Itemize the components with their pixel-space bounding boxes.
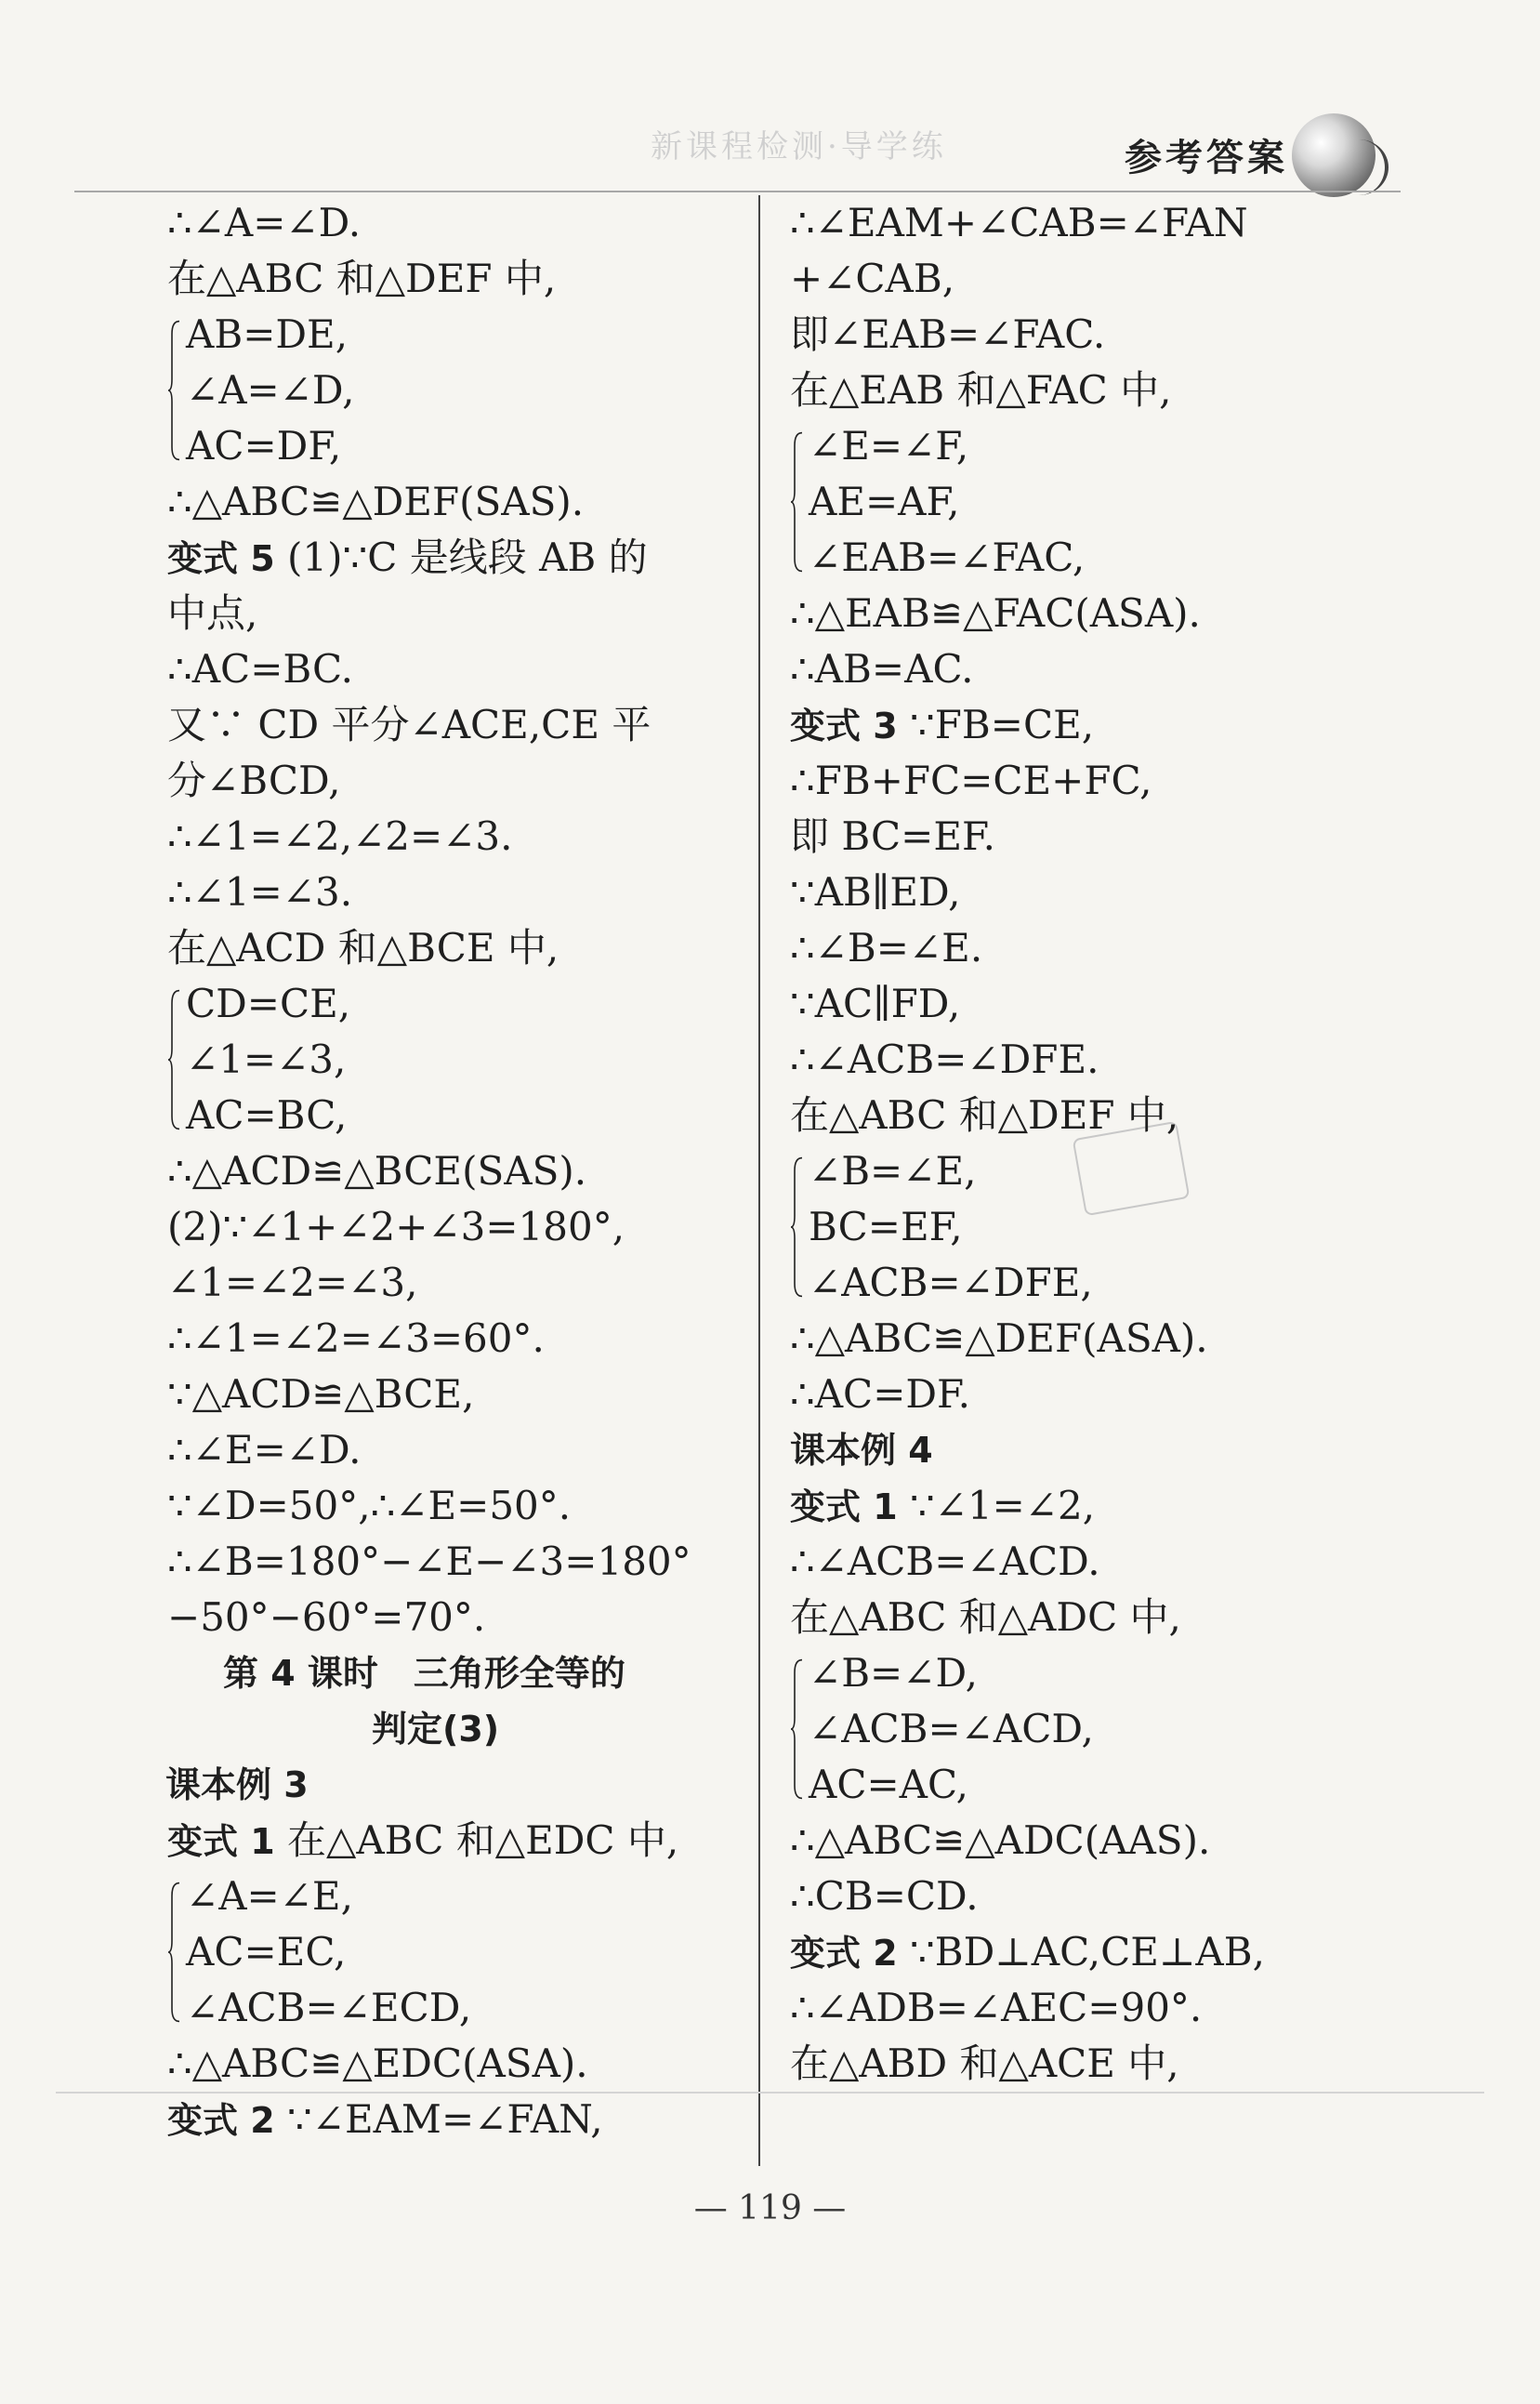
text-line: 分∠BCD, — [167, 758, 341, 803]
variant-line — [790, 1478, 1385, 1534]
variant-text: ∵∠EAM=∠FAN, — [287, 2096, 603, 2142]
section-title: 第 4 课时 三角形全等的 — [223, 1653, 625, 1694]
text-line: 又∵ CD 平分∠ACE,CE 平 — [167, 702, 652, 747]
left-brace-icon — [790, 1658, 803, 1800]
condition-line: ∠A=∠E, — [186, 1873, 353, 1919]
text-line: ∴CB=CD. — [790, 1873, 979, 1919]
left-brace-icon — [167, 1882, 180, 2023]
header-rule — [74, 191, 1401, 192]
left-column — [167, 195, 744, 2147]
text-line: 在△ABC 和△DEF 中, — [167, 256, 557, 301]
variant-label: 变式 1 — [167, 1821, 275, 1862]
text-line: ∴∠B=∠E. — [790, 925, 983, 971]
condition-line: ∠1=∠3, — [186, 1037, 347, 1082]
variant-text: ∵FB=CE, — [910, 702, 1095, 747]
text-line: (2)∵∠1+∠2+∠3=180°, — [167, 1204, 625, 1249]
text-line: ∴∠A=∠D. — [167, 200, 362, 245]
text-line: ∴AC=DF. — [790, 1371, 971, 1417]
example-label: 课本例 3 — [165, 1764, 309, 1805]
variant-text: ∵BD⊥AC,CE⊥AB, — [910, 1929, 1265, 1975]
variant-line — [790, 697, 1385, 753]
condition-brace-group — [167, 1869, 744, 2036]
text-line: 在△ACD 和△BCE 中, — [167, 925, 559, 971]
right-column — [790, 195, 1385, 2092]
left-brace-icon — [167, 989, 180, 1130]
variant-label: 变式 2 — [167, 2100, 275, 2141]
section-title-continued: 判定(3) — [372, 1709, 500, 1750]
condition-line: ∠ACB=∠ACD, — [809, 1706, 1094, 1751]
variant-text: 在△ABC 和△EDC 中, — [287, 1817, 679, 1863]
header-faint-text: 新课程检测·导学练 — [651, 128, 947, 165]
text-line: ∴∠E=∠D. — [167, 1427, 362, 1473]
text-line: ∵∠D=50°,∴∠E=50°. — [167, 1483, 572, 1528]
condition-line: AC=DF, — [186, 423, 342, 469]
text-line: ∴AB=AC. — [790, 646, 974, 692]
text-line: ∴∠1=∠3. — [167, 869, 353, 915]
text-line: ∴△ABC≌△DEF(ASA). — [790, 1315, 1208, 1361]
text-line: ∴△ABC≌△DEF(SAS). — [167, 479, 585, 524]
text-line: ∴∠1=∠2=∠3=60°. — [167, 1315, 545, 1361]
text-line: 在△ABC 和△DEF 中, — [790, 1092, 1179, 1138]
text-line: ∴△ABC≌△ADC(AAS). — [790, 1817, 1211, 1863]
text-line: ∴∠EAM+∠CAB=∠FAN — [790, 200, 1248, 245]
text-line: ∴∠ACB=∠DFE. — [790, 1037, 1099, 1082]
condition-brace-group — [790, 1645, 1385, 1813]
text-line: ∴FB+FC=CE+FC, — [790, 758, 1152, 803]
variant-text: (1)∵C 是线段 AB 的 — [287, 535, 648, 580]
variant-line — [167, 2092, 744, 2147]
header-title: 参考答案 — [1125, 137, 1288, 179]
variant-label: 变式 3 — [790, 706, 898, 746]
text-line: ∴∠1=∠2,∠2=∠3. — [167, 813, 513, 859]
variant-label: 变式 2 — [790, 1933, 898, 1974]
left-brace-icon — [167, 320, 180, 461]
variant-text: ∵∠1=∠2, — [910, 1483, 1096, 1528]
condition-line: ∠B=∠D, — [809, 1650, 978, 1696]
text-line: 在△EAB 和△FAC 中, — [790, 367, 1172, 413]
text-line: −50°−60°=70°. — [167, 1594, 486, 1640]
variant-label: 变式 5 — [167, 538, 275, 579]
condition-line: ∠EAB=∠FAC, — [809, 535, 1086, 580]
condition-brace-group — [167, 307, 744, 474]
condition-line: AB=DE, — [186, 311, 349, 357]
variant-label: 变式 1 — [790, 1486, 898, 1527]
text-line: 即 BC=EF. — [790, 813, 995, 859]
text-line: ∴AC=BC. — [167, 646, 354, 692]
condition-line: AC=EC, — [186, 1929, 347, 1975]
header-arc-decoration — [1329, 139, 1389, 195]
example-label: 课本例 4 — [790, 1430, 933, 1471]
text-line: 即∠EAB=∠FAC. — [790, 311, 1106, 357]
condition-line: AC=BC, — [186, 1092, 348, 1138]
condition-line: BC=EF, — [809, 1204, 963, 1249]
text-line: 在△ABC 和△ADC 中, — [790, 1594, 1181, 1640]
condition-line: CD=CE, — [186, 981, 351, 1026]
text-line: ∴∠ACB=∠ACD. — [790, 1539, 1100, 1584]
text-line: ∵AC∥FD, — [790, 981, 961, 1026]
text-line: ∴△EAB≌△FAC(ASA). — [790, 590, 1201, 636]
text-line: ∵AB∥ED, — [790, 869, 961, 915]
condition-line: AE=AF, — [809, 479, 960, 524]
condition-brace-group — [167, 976, 744, 1143]
left-brace-icon — [790, 1156, 803, 1298]
condition-line: ∠ACB=∠DFE, — [809, 1260, 1093, 1305]
text-line: 中点, — [167, 590, 258, 636]
condition-line: ∠A=∠D, — [186, 367, 355, 413]
condition-brace-group — [790, 418, 1385, 586]
column-divider — [758, 195, 760, 2166]
condition-line: ∠E=∠F, — [809, 423, 969, 469]
condition-line: ∠B=∠E, — [809, 1148, 977, 1194]
condition-brace-group — [790, 1143, 1385, 1311]
text-line: ∵△ACD≌△BCE, — [167, 1371, 475, 1417]
condition-line: AC=AC, — [809, 1762, 968, 1807]
variant-line — [167, 530, 744, 586]
variant-line — [167, 1813, 744, 1869]
left-brace-icon — [790, 431, 803, 573]
text-line: ∴∠ADB=∠AEC=90°. — [790, 1985, 1203, 2030]
text-line: ∠1=∠2=∠3, — [167, 1260, 418, 1305]
text-line: ∴∠B=180°−∠E−∠3=180° — [167, 1539, 691, 1584]
page-number: — 119 — — [693, 2189, 847, 2227]
text-line: ∴△ABC≌△EDC(ASA). — [167, 2041, 588, 2086]
text-line: +∠CAB, — [790, 256, 955, 301]
text-line: 在△ABD 和△ACE 中, — [790, 2041, 1179, 2086]
variant-line — [790, 1924, 1385, 1980]
condition-line: ∠ACB=∠ECD, — [186, 1985, 472, 2030]
text-line: ∴△ACD≌△BCE(SAS). — [167, 1148, 587, 1194]
